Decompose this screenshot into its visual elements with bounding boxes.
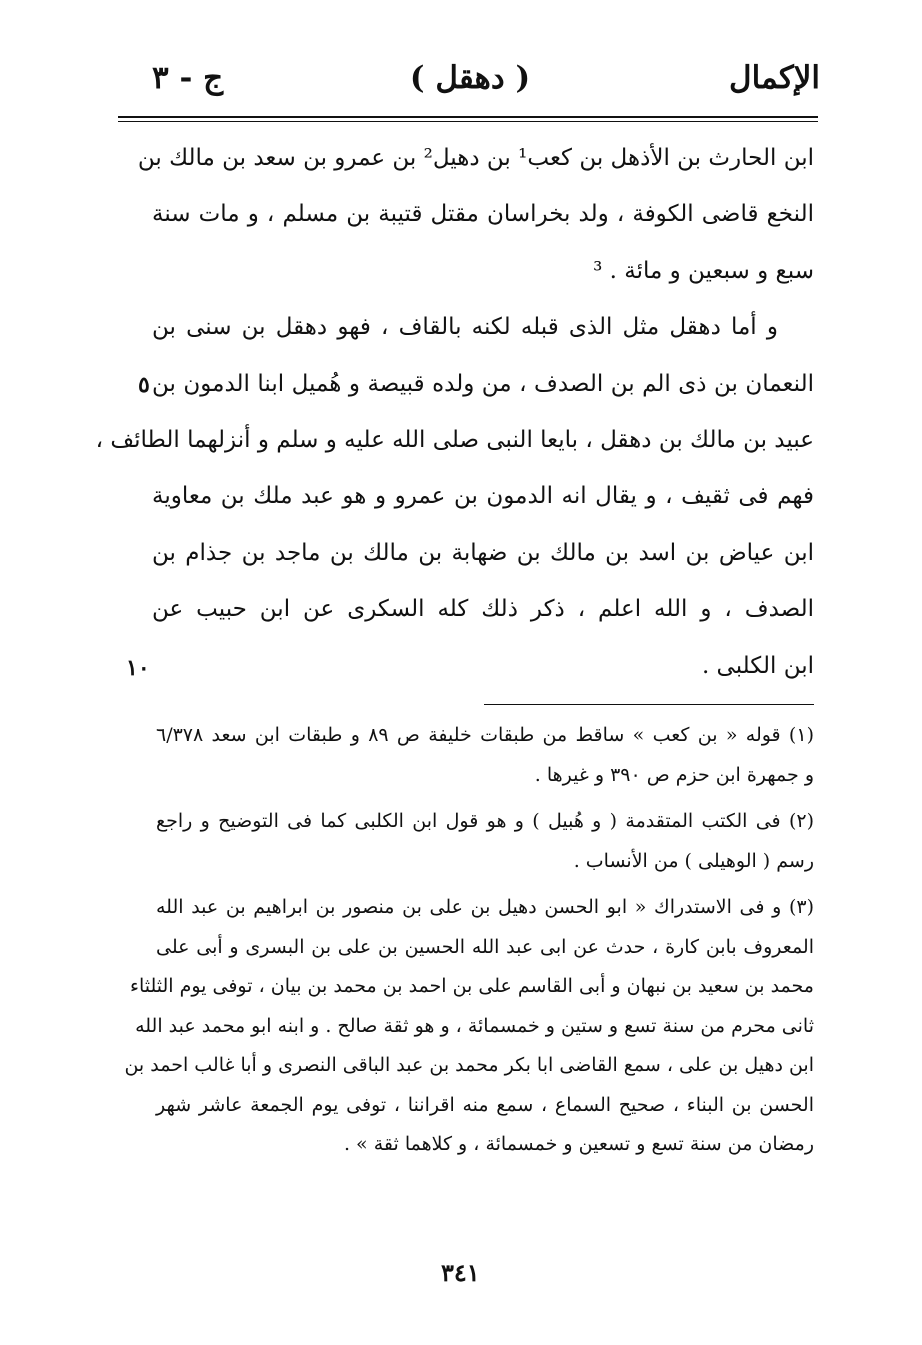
header-rule-thin [118, 121, 818, 122]
page-number: ٣٤١ [441, 1258, 480, 1287]
footnote-3-line-5: ابن دهيل بن على ، سمع القاضى ابا بكر محمد بن عبد الباقى النصرى و أبا غالب احمد بن [124, 1054, 814, 1076]
main-line-9: الصدف ، و الله اعلم ، ذكر ذلك كله السكرى عن ابن حبيب عن [152, 596, 814, 623]
footnote-3-line-4: ثانى محرم من سنة تسع و ستين و خمسمائة ، و هو ثقة صالح . و ابنه ابو محمد عبد الله [135, 1014, 814, 1037]
running-header [120, 60, 820, 110]
main-line-5: النعمان بن ذى الم بن الصدف ، من ولده قبيصة و هُميل ابنا الدمون بن [152, 370, 814, 397]
footnote-2-line-1: (٢) فى الكتب المتقدمة ( و هُبيل ) و هو قول ابن الكلبى كما فى التوضيح و راجع [156, 810, 814, 832]
book-title: الإكمال [729, 60, 820, 96]
main-line-3: سبع و سبعين و مائة . ³ [593, 257, 814, 284]
line-number-10: ١٠ [126, 655, 150, 681]
footnote-1-line-1: (١) قوله « بن كعب » ساقط من طبقات خليفة ص ٨٩ و طبقات ابن سعد ٦/٣٧٨ [156, 724, 814, 746]
main-line-10: ابن الكلبى . [701, 652, 814, 679]
main-line-1: ابن الحارث بن الأذهل بن كعب¹ بن دهيل² بن عمرو بن سعد بن مالك بن [137, 145, 814, 171]
footnote-3-line-2: المعروف بابن كارة ، حدث عن ابى عبد الله الحسين بن على بن البسرى و أبى على [156, 935, 814, 958]
footnote-1-line-2: و جمهرة ابن حزم ص ٣٩٠ و غيرها . [534, 763, 814, 786]
footnote-3-line-7: رمضان من سنة تسع و تسعين و خمسمائة ، و كلاهما ثقة » . [343, 1133, 814, 1155]
main-line-4: و أما دهقل مثل الذى قبله لكنه بالقاف ، فهو دهقل بن سنى بن [152, 314, 778, 341]
footnote-3-line-1: (٣) و فى الاستدراك « ابو الحسن دهيل بن على بن منصور بن ابراهيم بن عبد الله [156, 896, 814, 918]
main-line-7: فهم فى ثقيف ، و يقال انه الدمون بن عمرو و هو عبد ملك بن معاوية [152, 483, 814, 510]
footnote-3-line-6: الحسن بن البناء ، صحيح السماع ، سمع منه اقراننا ، توفى يوم الجمعة عاشر شهر [156, 1093, 814, 1116]
footnote-3-line-3: محمد بن سعيد بن نبهان و أبى القاسم على بن احمد بن محمد بن بيان ، توفى يوم الثلثاء [130, 975, 814, 997]
header-rule [118, 116, 818, 118]
footnotes [124, 716, 814, 1165]
footnote-separator [484, 704, 814, 705]
entry-title: ( دهقل ) [409, 60, 531, 96]
footnote-2-line-2: رسم ( الوهيلى ) من الأنساب . [573, 849, 814, 872]
main-line-6: عبيد بن مالك بن دهقل ، بايعا النبى صلى الله عليه و سلم و أنزلهما الطائف ، [95, 426, 814, 453]
main-line-2: النخع قاضى الكوفة ، ولد بخراسان مقتل قتيبة بن مسلم ، و مات سنة [152, 201, 814, 228]
volume-label: ج - ٣ [152, 60, 224, 96]
line-number-5: ٥ [138, 372, 150, 398]
main-line-8: ابن عياض بن اسد بن مالك بن ضهابة بن مالك بن ماجد بن جذام بن [152, 539, 814, 566]
